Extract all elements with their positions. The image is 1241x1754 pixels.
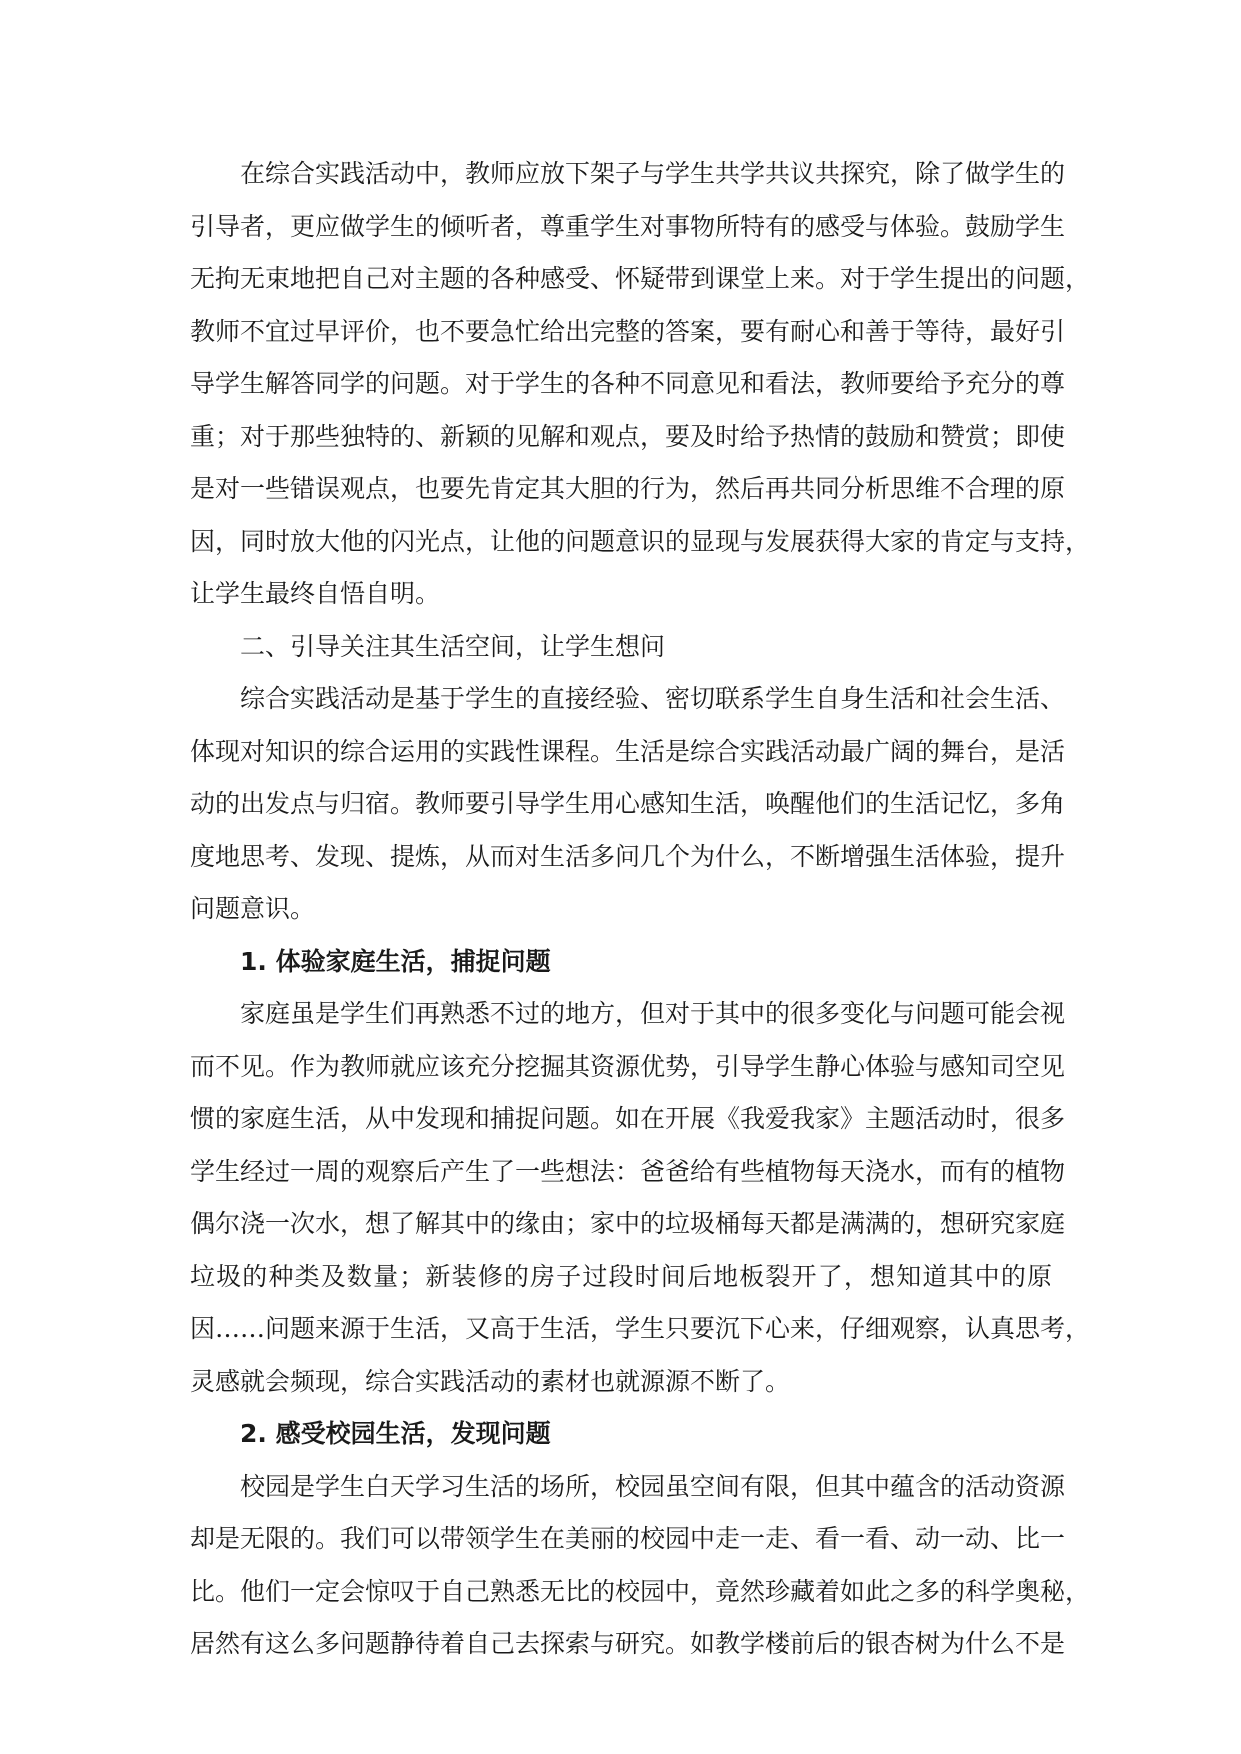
document-page xyxy=(190,148,1091,1671)
text-line: 垃圾的种类及数量；新装修的房子过段时间后地板裂开了，想知道其中的原 xyxy=(190,1261,1052,1291)
text-line: 却是无限的。我们可以带领学生在美丽的校园中走一走、看一看、动一动、比一 xyxy=(190,1524,1066,1553)
text-line: 而不见。作为教师就应该充分挖掘其资源优势，引导学生静心体验与感知司空见 xyxy=(190,1051,1066,1081)
section-heading: 二、引导关注其生活空间，让学生想问 xyxy=(240,631,666,661)
text-line: 是对一些错误观点，也要先肯定其大胆的行为，然后再共同分析思维不合理的原 xyxy=(190,474,1066,503)
paragraph-campus-life xyxy=(190,1461,1091,1671)
text-line: 让学生最终自悟自明。 xyxy=(190,579,441,608)
paragraph-teacher-role xyxy=(190,148,1091,621)
text-line: 学生经过一周的观察后产生了一些想法：爸爸给有些植物每天浇水，而有的植物 xyxy=(190,1156,1066,1186)
text-line: 校园是学生白天学习生活的场所，校园虽空间有限，但其中蕴含的活动资源 xyxy=(240,1471,1066,1501)
text-line: 重；对于那些独特的、新颖的见解和观点，要及时给予热情的鼓励和赞赏；即使 xyxy=(190,421,1066,451)
subsection-heading: 2. 感受校园生活，发现问题 xyxy=(240,1419,551,1448)
text-line: 导学生解答同学的问题。对于学生的各种不同意见和看法，教师要给予充分的尊 xyxy=(190,369,1066,398)
text-line: 比。他们一定会惊叹于自己熟悉无比的校园中，竟然珍藏着如此之多的科学奥秘， xyxy=(190,1576,1091,1606)
text-line: 居然有这么多问题静待着自己去探索与研究。如教学楼前后的银杏树为什么不是 xyxy=(190,1629,1066,1658)
text-line: 综合实践活动是基于学生的直接经验、密切联系学生自身生活和社会生活、 xyxy=(240,684,1066,713)
text-line: 家庭虽是学生们再熟悉不过的地方，但对于其中的很多变化与问题可能会视 xyxy=(240,999,1066,1028)
text-line: 度地思考、发现、提炼，从而对生活多问几个为什么，不断增强生活体验，提升 xyxy=(190,841,1066,871)
text-line: 体现对知识的综合运用的实践性课程。生活是综合实践活动最广阔的舞台，是活 xyxy=(190,736,1066,766)
text-line: 动的出发点与归宿。教师要引导学生用心感知生活，唤醒他们的生活记忆，多角 xyxy=(190,789,1066,818)
text-line: 引导者，更应做学生的倾听者，尊重学生对事物所特有的感受与体验。鼓励学生 xyxy=(190,211,1066,241)
text-line: 灵感就会频现，综合实践活动的素材也就源源不断了。 xyxy=(190,1366,791,1396)
text-line: 教师不宜过早评价，也不要急忙给出完整的答案，要有耐心和善于等待，最好引 xyxy=(190,316,1066,346)
text-line: 偶尔浇一次水，想了解其中的缘由；家中的垃圾桶每天都是满满的，想研究家庭 xyxy=(190,1209,1066,1238)
text-line: 在综合实践活动中，教师应放下架子与学生共学共议共探究，除了做学生的 xyxy=(240,159,1066,188)
text-line: 问题意识。 xyxy=(190,894,316,923)
subsection-heading: 1. 体验家庭生活，捕捉问题 xyxy=(240,946,551,976)
text-line: 因，同时放大他的闪光点，让他的问题意识的显现与发展获得大家的肯定与支持， xyxy=(190,526,1091,556)
paragraph-life-space xyxy=(190,673,1066,936)
text-line: 因……问题来源于生活，又高于生活，学生只要沉下心来，仔细观察，认真思考， xyxy=(190,1314,1091,1343)
text-line: 无拘无束地把自己对主题的各种感受、怀疑带到课堂上来。对于学生提出的问题， xyxy=(190,264,1091,293)
text-line: 惯的家庭生活，从中发现和捕捉问题。如在开展《我爱我家》主题活动时，很多 xyxy=(190,1104,1066,1133)
paragraph-family-life xyxy=(190,988,1091,1408)
